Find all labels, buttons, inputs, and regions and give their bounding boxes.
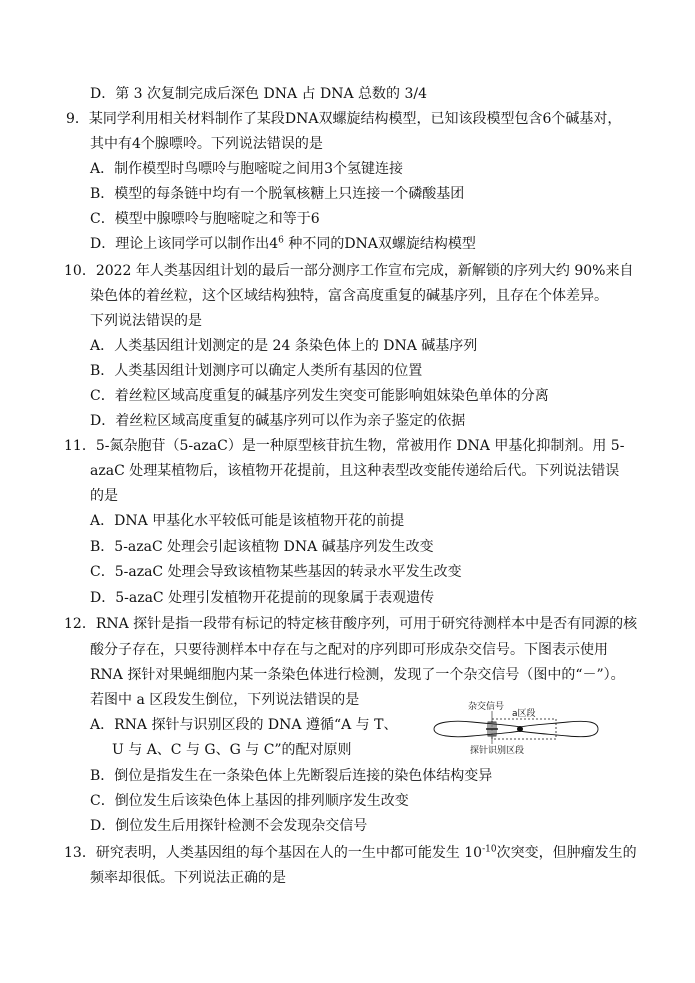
a-segment-box [492, 719, 556, 739]
q11-stem-line3: 的是 [90, 488, 118, 504]
q9-option-c: C．模型中腺嘌呤与胞嘧啶之和等于6 [90, 211, 320, 227]
q12-option-a-line1: A．RNA 探针与识别区段的 DNA 遵循“A 与 T、 [90, 717, 398, 733]
q12-stem-line4: 若图中 a 区段发生倒位，下列说法错误的是 [90, 692, 360, 708]
q10-option-d: D．着丝粒区域高度重复的碱基序列可以作为亲子鉴定的依据 [90, 413, 466, 429]
q13-stem-line2: 频率却很低。下列说法正确的是 [90, 870, 286, 886]
q11-stem-line1: 11．5-氮杂胞苷（5-azaC）是一种原型核苷抗生物，常被用作 DNA 甲基化抑制剂。用 5- [64, 438, 625, 454]
q13-stem-line1 [64, 843, 637, 863]
label-probe-region: 探针识别区段 [470, 746, 525, 756]
q9-option-d-text: D．理论上该同学可以制作出4 [90, 236, 279, 252]
q8-option-d: D．第 3 次复制完成后深色 DNA 占 DNA 总数的 3/4 [90, 86, 427, 102]
q11-option-c: C．5-azaC 处理会导致该植物某些基因的转录水平发生改变 [90, 564, 462, 580]
q10-option-c: C．着丝粒区域高度重复的碱基序列发生突变可能影响姐妹染色单体的分离 [90, 388, 549, 404]
q12-stem-line1: 12．RNA 探针是指一段带有标记的特定核苷酸序列，可用于研究待测样本中是否有同源的核 [64, 616, 638, 632]
q11-option-d: D．5-azaC 处理引发植物开花提前的现象属于表观遗传 [90, 590, 435, 606]
q11-option-a: A．DNA 甲基化水平较低可能是该植物开花的前提 [90, 513, 405, 529]
q9-option-d [90, 234, 476, 254]
q12-option-a-line2: U 与 A、C 与 G、G 与 C”的配对原则 [112, 742, 352, 758]
q9-option-d-exponent: 6 [278, 235, 284, 246]
q12-option-d: D．倒位发生后用探针检测不会发现杂交信号 [90, 818, 368, 834]
q10-stem-line1: 10．2022 年人类基因组计划的最后一部分测序工作宣布完成，新解锁的序列大约 90%来自 [64, 263, 634, 279]
q9-stem-line2: 其中有4个腺嘌呤。下列说法错误的是 [90, 136, 323, 152]
q12-option-c: C．倒位发生后该染色体上基因的排列顺序发生改变 [90, 793, 409, 809]
q10-stem-line3: 下列说法错误的是 [90, 313, 202, 329]
q9-stem-line1: 9．某同学利用相关材料制作了某段DNA双螺旋结构模型，已知该段模型包含6个碱基对， [66, 111, 622, 127]
q12-option-b: B．倒位是指发生在一条染色体上先断裂后连接的染色体结构变异 [90, 768, 493, 784]
q10-option-a: A．人类基因组计划测定的是 24 条染色体上的 DNA 碱基序列 [90, 338, 478, 354]
q9-option-d-tail: 种不同的DNA双螺旋结构模型 [283, 236, 476, 252]
chromosome-outline [434, 721, 598, 736]
q13-stem-exponent: -10 [482, 844, 497, 855]
q13-stem-text: 13．研究表明，人类基因组的每个基因在人的一生中都可能发生 10 [64, 845, 483, 861]
label-a-segment: a区段 [512, 709, 536, 719]
q11-option-b: B．5-azaC 处理会引起该植物 DNA 碱基序列发生改变 [90, 539, 434, 555]
q10-option-b: B．人类基因组计划测序可以确定人类所有基因的位置 [90, 363, 423, 379]
q10-stem-line2: 染色体的着丝粒，这个区域结构独特，富含高度重复的碱基序列，且存在个体差异。 [90, 288, 608, 304]
q9-option-a: A．制作模型时鸟嘌呤与胞嘧啶之间用3个氢键连接 [90, 161, 404, 177]
q12-stem-line3: RNA 探针对果蝇细胞内某一条染色体进行检测，发现了一个杂交信号（图中的“－”）。 [90, 667, 625, 683]
label-hybridization-signal: 杂交信号 [468, 702, 505, 712]
q13-stem-tail: 次突变，但肿瘤发生的 [496, 845, 637, 861]
q12-stem-line2: 酸分子存在，只要待测样本中存在与之配对的序列即可形成杂交信号。下图表示使用 [90, 642, 608, 658]
q11-stem-line2: azaC 处理某植物后，该植物开花提前，且这种表型改变能传递给后代。下列说法错误 [90, 463, 620, 479]
chromosome-probe-figure [432, 698, 600, 756]
centromere [517, 726, 523, 732]
q9-option-b: B．模型的每条链中均有一个脱氧核糖上只连接一个磷酸基团 [90, 186, 465, 202]
